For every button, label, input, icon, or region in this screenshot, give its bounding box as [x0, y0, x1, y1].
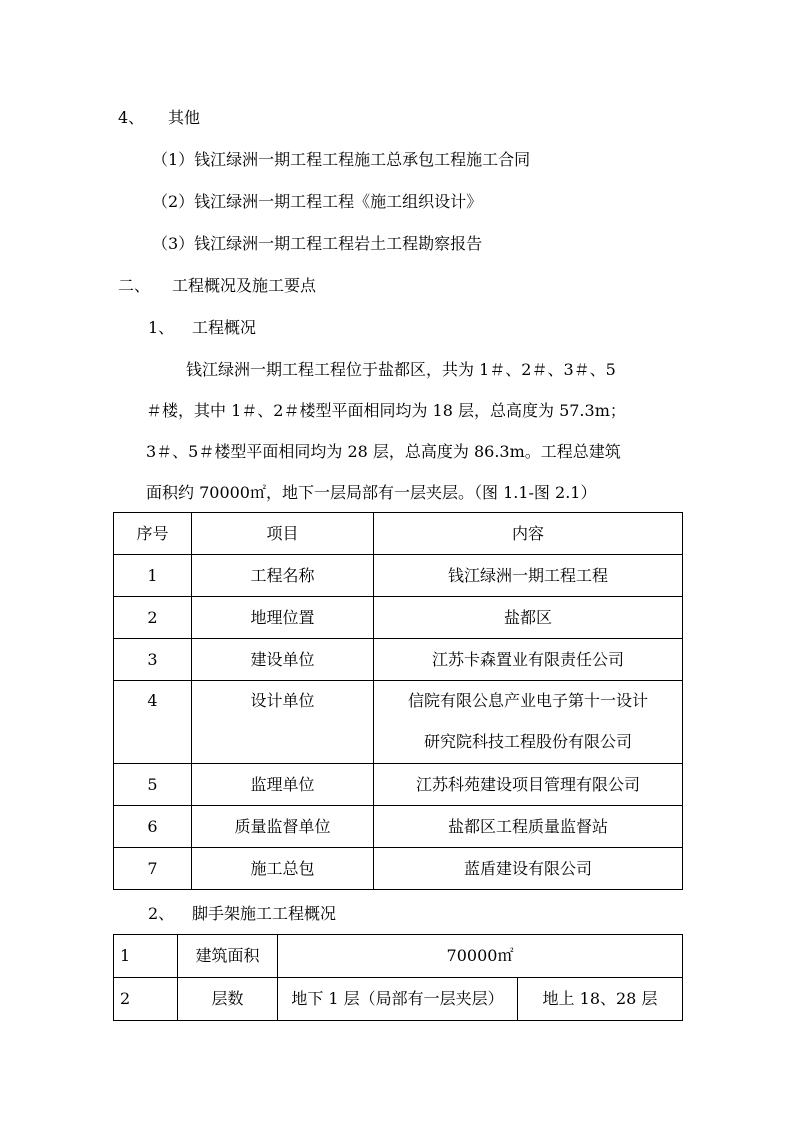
row-no-text: 4 — [147, 691, 158, 710]
row-content-line-2: 研究院科技工程股份有限公司 — [423, 732, 632, 751]
subsection-number-1: 1、 — [148, 318, 175, 337]
table-row — [114, 639, 683, 681]
reference-item-3: （3）钱江绿洲一期工程工程岩土工程勘察报告 — [152, 234, 483, 253]
header-content: 内容 — [374, 513, 683, 555]
row-item-text: 设计单位 — [250, 691, 315, 710]
row-content: 江苏科苑建设项目管理有限公司 — [374, 764, 683, 806]
paragraph-line-2: ＃楼，其中 1＃、2＃楼型平面相同均为 18 层，总高度为 57.3m； — [146, 401, 626, 420]
row-value-underground: 地下 1 层（局部有一层夹层） — [278, 978, 518, 1021]
header-no: 序号 — [114, 513, 192, 555]
subsection-title-1: 工程概况 — [192, 318, 257, 337]
subsection-heading-1 — [148, 318, 256, 338]
subsection-number-2: 2、 — [148, 904, 175, 923]
paragraph-line-1: 钱江绿洲一期工程工程位于盐都区，共为 1＃、2＃、3＃、5 — [186, 360, 616, 379]
row-label: 建筑面积 — [178, 935, 278, 978]
references-heading-number: 4、 — [118, 108, 145, 127]
row-content — [374, 681, 683, 764]
row-item: 工程名称 — [192, 555, 374, 597]
references-heading-text: 其他 — [168, 108, 201, 127]
row-value-aboveground: 地上 18、28 层 — [518, 978, 683, 1021]
reference-item-2: （2）钱江绿洲一期工程工程《施工组织设计》 — [152, 192, 483, 211]
row-item — [192, 681, 374, 764]
row-item: 地理位置 — [192, 597, 374, 639]
subsection-heading-2 — [148, 904, 336, 924]
row-no: 1 — [114, 935, 178, 978]
section-number: 二、 — [118, 276, 151, 295]
paragraph-line-3: 3＃、5＃楼型平面相同均为 28 层，总高度为 86.3m。工程总建筑 — [146, 442, 621, 461]
table-row — [114, 848, 683, 890]
reference-item-1: （1）钱江绿洲一期工程工程施工总承包工程施工合同 — [152, 150, 531, 169]
row-item: 质量监督单位 — [192, 806, 374, 848]
table-header-row — [114, 513, 683, 555]
row-no: 6 — [114, 806, 192, 848]
row-no — [114, 681, 192, 764]
project-info-table — [113, 512, 683, 890]
table-row — [114, 681, 683, 764]
table-row — [114, 935, 683, 978]
table-row — [114, 978, 683, 1021]
row-item: 监理单位 — [192, 764, 374, 806]
references-heading — [118, 108, 200, 128]
table-row — [114, 806, 683, 848]
section-heading — [118, 276, 316, 296]
row-item: 建设单位 — [192, 639, 374, 681]
row-content: 江苏卡森置业有限责任公司 — [374, 639, 683, 681]
subsection-title-2: 脚手架施工工程概况 — [192, 904, 337, 923]
header-item: 项目 — [192, 513, 374, 555]
row-value: 70000㎡ — [278, 935, 683, 978]
table-row — [114, 597, 683, 639]
row-content: 盐都区 — [374, 597, 683, 639]
row-label: 层数 — [178, 978, 278, 1021]
section-title: 工程概况及施工要点 — [172, 276, 317, 295]
row-no: 2 — [114, 597, 192, 639]
row-content: 盐都区工程质量监督站 — [374, 806, 683, 848]
row-content: 蓝盾建设有限公司 — [374, 848, 683, 890]
paragraph-line-4: 面积约 70000㎡，地下一层局部有一层夹层。（图 1.1-图 2.1） — [146, 483, 597, 502]
row-no: 3 — [114, 639, 192, 681]
row-content: 钱江绿洲一期工程工程 — [374, 555, 683, 597]
row-no: 7 — [114, 848, 192, 890]
scaffold-info-table — [113, 934, 683, 1021]
row-no: 2 — [114, 978, 178, 1021]
row-content-line-1: 信院有限公息产业电子第十一设计 — [407, 691, 648, 710]
row-no: 5 — [114, 764, 192, 806]
table-row — [114, 555, 683, 597]
table-row — [114, 764, 683, 806]
row-no: 1 — [114, 555, 192, 597]
row-item: 施工总包 — [192, 848, 374, 890]
